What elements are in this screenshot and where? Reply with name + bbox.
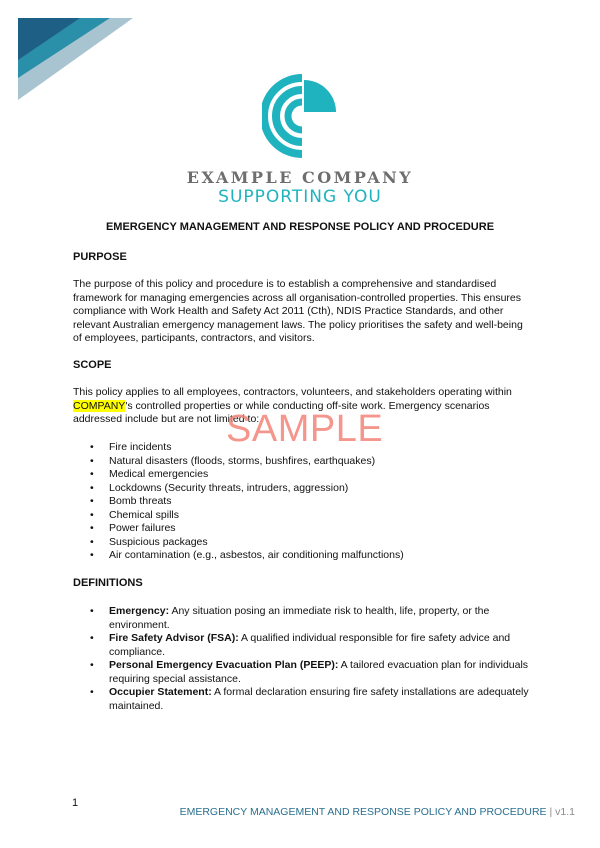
- scope-text-before: This policy applies to all employees, contractors, volunteers, and stakeholders operating within: [73, 386, 512, 398]
- list-item: • Fire incidents: [73, 441, 404, 455]
- scope-heading: SCOPE: [73, 359, 112, 371]
- purpose-heading: PURPOSE: [73, 251, 127, 263]
- definition-item: [73, 605, 533, 632]
- company-name: EXAMPLE COMPANY: [186, 168, 414, 187]
- list-item: • Suspicious packages: [73, 536, 404, 550]
- footer: [180, 806, 575, 818]
- footer-separator: |: [549, 806, 553, 818]
- list-item: • Power failures: [73, 522, 404, 536]
- definition-text: A tailored evacuation plan for individuals requiring special assistance.: [109, 659, 529, 685]
- definition-item: [73, 632, 533, 659]
- definition-text: A qualified individual responsible for fire safety advice and compliance.: [109, 632, 511, 658]
- footer-title: EMERGENCY MANAGEMENT AND RESPONSE POLICY AND PROCEDURE: [179, 806, 547, 818]
- list-item: • Lockdowns (Security threats, intruders, aggression): [73, 482, 404, 496]
- definitions-heading: DEFINITIONS: [73, 577, 143, 589]
- company-highlight: COMPANY: [73, 399, 126, 412]
- list-item: • Medical emergencies: [73, 468, 404, 482]
- list-item: • Bomb threats: [73, 495, 404, 509]
- definition-term: Emergency:: [109, 605, 170, 617]
- scope-list: [73, 441, 404, 563]
- page-number: 1: [72, 797, 79, 809]
- definition-item: [73, 659, 533, 686]
- corner-decoration: [0, 0, 140, 105]
- definition-term: Personal Emergency Evacuation Plan (PEEP):: [109, 659, 339, 671]
- definition-term: Occupier Statement:: [109, 686, 212, 698]
- list-item: • Natural disasters (floods, storms, bushfires, earthquakes): [73, 455, 404, 469]
- footer-version: v1.1: [555, 806, 575, 818]
- definition-text: A formal declaration ensuring fire safety installations are adequately maintained.: [109, 686, 529, 712]
- sample-watermark: SAMPLE: [226, 408, 384, 450]
- definitions-list: [73, 605, 533, 713]
- purpose-paragraph: The purpose of this policy and procedure is to establish a comprehensive and standardised framework for managing emergencies across all organisation-controlled properties. This ensures compliance with Work Health and Safety Act 2011 (Cth), NDIS Practice Standards, and other relevant Australian emergency management laws. The policy prioritises the safety and well-being of employees, participants, contractors, and visitors.: [73, 278, 523, 344]
- list-item: • Chemical spills: [73, 509, 404, 523]
- company-tagline: SUPPORTING YOU: [218, 187, 382, 207]
- company-logo-icon: [262, 74, 342, 158]
- definition-term: Fire Safety Advisor (FSA):: [109, 632, 239, 644]
- definition-item: [73, 686, 533, 713]
- scope-text-after: 's controlled properties or while conducting off-site work. Emergency scenarios addressed include but are not limited to:: [73, 399, 490, 425]
- document-title: EMERGENCY MANAGEMENT AND RESPONSE POLICY AND PROCEDURE: [105, 221, 495, 233]
- list-item: • Air contamination (e.g., asbestos, air conditioning malfunctions): [73, 549, 404, 563]
- definition-text: Any situation posing an immediate risk to health, life, property, or the environment.: [109, 605, 490, 631]
